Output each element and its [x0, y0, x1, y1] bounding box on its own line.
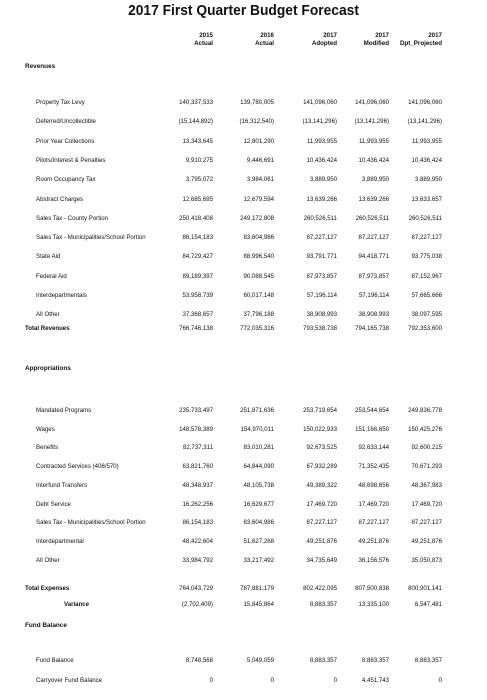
row-label: Benefits: [36, 444, 59, 452]
cell-value: 48,348,937: [182, 481, 213, 489]
row-label: Prior Year Collections: [36, 137, 95, 145]
cell-value: 34,735,649: [306, 556, 337, 564]
row-label: Room Occupancy Tax: [36, 176, 96, 184]
column-header-type: Modified: [363, 40, 389, 47]
cell-value: 13,343,645: [182, 137, 213, 145]
column-header-type: Adopted: [311, 40, 337, 47]
cell-value: 139,780,005: [240, 99, 274, 106]
row-label: Wages: [36, 425, 55, 433]
total-revenues-row: [0, 325, 487, 335]
cell-value: 82,737,311: [182, 444, 213, 452]
cell-value: 37,368,657: [182, 311, 213, 319]
cell-value: 37,796,188: [243, 311, 274, 319]
cell-value: 8,883,357: [309, 657, 337, 664]
cell-value: 87,152,967: [411, 272, 442, 280]
cell-value: 793,538,738: [303, 325, 337, 332]
cell-value: 260,526,511: [303, 214, 337, 222]
table-row: [0, 501, 487, 511]
cell-value: 70,671,293: [411, 463, 442, 471]
cell-value: 67,932,289: [306, 463, 337, 471]
table-row: [0, 215, 487, 225]
cell-value: 16,629,677: [243, 500, 274, 508]
row-label: Sales Tax - County Portion: [36, 214, 109, 222]
cell-value: 49,389,322: [306, 481, 337, 489]
cell-value: 802,422,095: [303, 585, 337, 592]
cell-value: 89,189,397: [182, 272, 213, 280]
cell-value: 253,544,654: [355, 407, 389, 414]
cell-value: 141,096,060: [303, 99, 337, 106]
table-row: [0, 292, 487, 302]
column-header: [143, 32, 213, 48]
row-label: Carryover Fund Balance: [36, 677, 103, 684]
table-row: [0, 677, 487, 687]
cell-value: (13,141,296): [354, 118, 389, 126]
cell-value: 87,973,857: [358, 272, 389, 280]
cell-value: 48,367,983: [411, 481, 442, 489]
row-label: Variance: [64, 601, 90, 608]
column-header-type: Actual: [194, 40, 213, 47]
table-row: [0, 444, 487, 454]
cell-value: 253,719,654: [303, 407, 337, 414]
column-header-year: 2016: [260, 32, 274, 39]
row-label: Interdepartmentals: [36, 292, 87, 299]
cell-value: 33,217,492: [243, 556, 274, 564]
section-heading-revenues: Revenues: [25, 63, 56, 70]
cell-value: 251,871,636: [240, 407, 274, 414]
cell-value: 800,901,141: [408, 585, 442, 592]
cell-value: 93,775,038: [411, 253, 442, 261]
cell-value: 10,436,424: [306, 156, 337, 164]
cell-value: 141,096,060: [355, 99, 389, 106]
cell-value: 87,227,127: [306, 234, 337, 242]
cell-value: 8,883,357: [414, 657, 442, 664]
cell-value: 15,845,864: [243, 601, 274, 608]
cell-value: 3,795,072: [185, 176, 213, 184]
cell-value: 12,679,594: [243, 195, 274, 203]
cell-value: 3,889,950: [361, 176, 389, 184]
row-label: Fund Balance: [36, 657, 74, 664]
row-label: Federal Aid: [36, 272, 67, 280]
cell-value: (15,144,892): [178, 118, 213, 126]
cell-value: 5,049,059: [246, 657, 274, 664]
cell-value: 249,836,778: [408, 407, 442, 414]
cell-value: 83,604,986: [243, 234, 274, 242]
page-title: 2017 First Quarter Budget Forecast: [128, 2, 359, 19]
cell-value: 13,335,100: [358, 601, 389, 608]
cell-value: 0: [270, 677, 274, 684]
cell-value: 8,748,568: [185, 657, 213, 664]
cell-value: 57,665,666: [411, 292, 442, 299]
cell-value: 63,821,760: [182, 463, 213, 471]
cell-value: 17,469,720: [358, 500, 389, 508]
column-header-year: 2017: [323, 32, 337, 39]
cell-value: 38,097,595: [411, 311, 442, 319]
cell-value: 8,883,357: [309, 601, 337, 608]
cell-value: 64,844,090: [243, 463, 274, 471]
cell-value: 36,156,576: [358, 556, 389, 564]
row-label: Pilots/Interest & Penalties: [36, 156, 106, 164]
table-row: [0, 253, 487, 263]
cell-value: 57,196,114: [306, 292, 337, 299]
column-header-type: Actual: [255, 40, 274, 47]
cell-value: 33,984,792: [182, 556, 213, 564]
cell-value: 151,166,650: [355, 425, 389, 433]
row-label: Sales Tax - Municipalities/School Portion: [36, 519, 146, 527]
cell-value: 49,251,876: [411, 537, 442, 545]
cell-value: (13,141,296): [302, 118, 337, 126]
cell-value: 772,035,316: [240, 325, 274, 332]
cell-value: 17,469,720: [306, 500, 337, 508]
column-header: [204, 32, 274, 48]
cell-value: 3,889,950: [414, 176, 442, 184]
cell-value: 17,469,720: [411, 500, 442, 508]
cell-value: 92,673,525: [306, 444, 337, 452]
row-label: Interfund Transfers: [36, 481, 88, 489]
cell-value: 260,526,511: [408, 214, 442, 222]
cell-value: 87,227,127: [411, 519, 442, 527]
cell-value: 90,088,545: [243, 272, 274, 280]
cell-value: 8,547,481: [414, 601, 442, 608]
cell-value: 16,262,256: [182, 500, 213, 508]
cell-value: 92,600,215: [411, 444, 442, 452]
cell-value: 87,227,127: [306, 519, 337, 527]
table-row: [0, 538, 487, 548]
cell-value: 35,050,873: [411, 556, 442, 564]
cell-value: 3,889,950: [309, 176, 337, 184]
cell-value: 140,337,533: [179, 99, 213, 106]
table-row: [0, 99, 487, 109]
cell-value: 38,908,993: [358, 311, 389, 319]
variance-row: [0, 601, 487, 611]
cell-value: 51,627,268: [243, 537, 274, 545]
cell-value: 0: [438, 677, 442, 684]
cell-value: 94,418,771: [358, 253, 389, 261]
cell-value: 88,996,540: [243, 253, 274, 261]
cell-value: 49,251,876: [358, 537, 389, 545]
table-row: [0, 273, 487, 283]
cell-value: 48,105,738: [243, 481, 274, 489]
cell-value: 764,043,729: [179, 585, 213, 592]
row-label: All Other: [36, 556, 60, 564]
cell-value: 10,436,424: [358, 156, 389, 164]
cell-value: 87,227,127: [358, 519, 389, 527]
cell-value: 9,910,275: [185, 156, 213, 164]
cell-value: 86,154,183: [182, 519, 213, 527]
cell-value: (2,702,409): [181, 601, 213, 608]
column-header-year: 2017: [428, 32, 442, 39]
cell-value: 4,451,743: [361, 677, 389, 684]
cell-value: 0: [209, 677, 213, 684]
cell-value: 792,353,600: [408, 325, 442, 332]
row-label: State Aid: [36, 253, 61, 261]
row-label: Contracted Services (408/570): [36, 463, 119, 471]
cell-value: 86,154,183: [182, 234, 213, 242]
total-expenses-row: [0, 585, 487, 595]
cell-value: 8,883,357: [361, 657, 389, 664]
cell-value: 150,425,276: [408, 425, 442, 433]
cell-value: 87,227,127: [411, 234, 442, 242]
cell-value: (16,312,540): [239, 118, 274, 126]
cell-value: 10,436,424: [411, 156, 442, 164]
cell-value: (13,141,296): [407, 118, 442, 126]
table-row: [0, 196, 487, 206]
cell-value: 13,639,266: [306, 195, 337, 203]
row-label: Mandated Programs: [36, 407, 92, 414]
cell-value: 93,791,771: [306, 253, 337, 261]
column-header-year: 2015: [199, 32, 213, 39]
cell-value: 11,993,955: [411, 137, 442, 145]
cell-value: 141,096,060: [408, 99, 442, 106]
table-row: [0, 157, 487, 167]
cell-value: 83,604,986: [243, 519, 274, 527]
cell-value: 57,196,114: [358, 292, 389, 299]
table-row: [0, 482, 487, 492]
cell-value: 249,172,808: [240, 214, 274, 222]
cell-value: 84,729,427: [182, 253, 213, 261]
table-row: [0, 426, 487, 436]
cell-value: 87,973,857: [306, 272, 337, 280]
cell-value: 83,010,281: [243, 444, 274, 452]
cell-value: 794,165,738: [355, 325, 389, 332]
cell-value: 60,017,148: [243, 292, 274, 299]
row-label: Total Expenses: [25, 585, 70, 592]
section-heading-appropriations: Appropriations: [25, 365, 71, 372]
table-row: [0, 463, 487, 473]
table-row: [0, 657, 487, 667]
section-heading-fund-balance: Fund Balance: [25, 622, 67, 629]
cell-value: 9,446,691: [246, 156, 274, 164]
cell-value: 13,639,266: [358, 195, 389, 203]
cell-value: 53,958,739: [182, 292, 213, 299]
cell-value: 13,633,657: [411, 195, 442, 203]
row-label: All Other: [36, 311, 60, 319]
cell-value: 12,801,290: [243, 137, 274, 145]
cell-value: 12,685,695: [182, 195, 213, 203]
column-header: [372, 32, 442, 48]
table-row: [0, 557, 487, 567]
cell-value: 11,993,955: [358, 137, 389, 145]
cell-value: 38,908,993: [306, 311, 337, 319]
row-label: Property Tax Levy: [36, 99, 85, 106]
cell-value: 150,022,933: [303, 425, 337, 433]
cell-value: 48,698,656: [358, 481, 389, 489]
cell-value: 87,227,127: [358, 234, 389, 242]
column-header-year: 2017: [375, 32, 389, 39]
row-label: Sales Tax - Municipalities/School Portion: [36, 234, 146, 242]
table-row: [0, 311, 487, 321]
cell-value: 92,633,144: [358, 444, 389, 452]
cell-value: 3,984,061: [246, 176, 274, 184]
row-label: Deferred/Uncollectible: [36, 118, 96, 126]
table-row: [0, 138, 487, 148]
row-label: Debt Service: [36, 500, 71, 508]
table-row: [0, 234, 487, 244]
row-label: Interdepartmental: [36, 537, 84, 545]
cell-value: 49,251,876: [306, 537, 337, 545]
cell-value: 154,970,011: [240, 425, 274, 433]
table-row: [0, 118, 487, 128]
table-row: [0, 176, 487, 186]
cell-value: 260,526,511: [355, 214, 389, 222]
cell-value: 787,881,179: [240, 585, 274, 592]
column-header-type: Dpt_Projected: [400, 40, 442, 47]
cell-value: 148,578,389: [179, 425, 213, 433]
cell-value: 11,993,955: [306, 137, 337, 145]
cell-value: 48,422,604: [182, 537, 213, 545]
cell-value: 0: [333, 677, 337, 684]
table-row: [0, 519, 487, 529]
cell-value: 235,733,497: [179, 407, 213, 414]
cell-value: 71,352,435: [358, 463, 389, 471]
cell-value: 250,418,408: [179, 214, 213, 222]
cell-value: 766,746,138: [179, 325, 213, 332]
row-label: Total Revenues: [25, 325, 70, 332]
cell-value: 807,500,838: [355, 585, 389, 592]
table-row: [0, 407, 487, 417]
row-label: Abstract Charges: [36, 195, 84, 203]
